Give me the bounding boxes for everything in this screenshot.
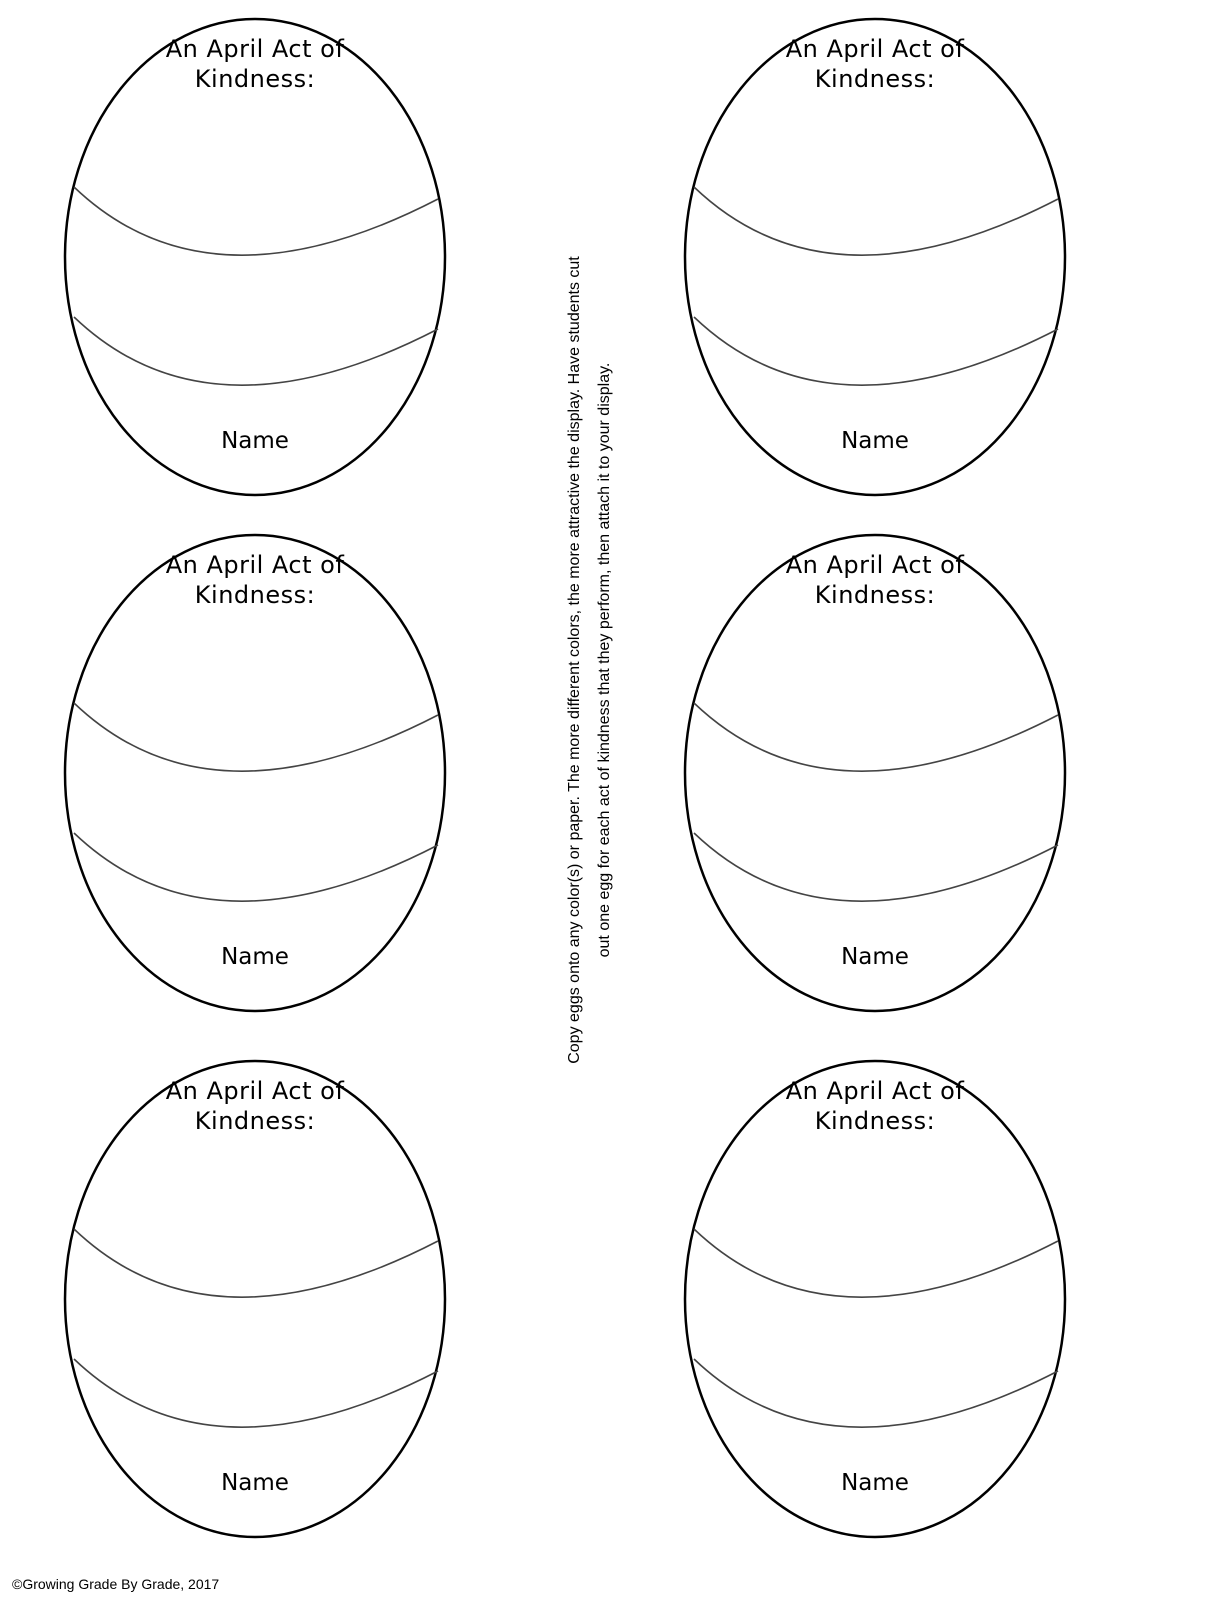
copyright-footer: ©Growing Grade By Grade, 2017 bbox=[12, 1576, 220, 1592]
egg-card bbox=[680, 533, 1070, 1013]
egg-title-line1: An April Act of bbox=[785, 551, 965, 579]
egg-card bbox=[680, 17, 1070, 497]
egg-title-line1: An April Act of bbox=[165, 35, 345, 63]
egg-title-line2: Kindness: bbox=[194, 581, 316, 609]
egg-title-line2: Kindness: bbox=[194, 1107, 316, 1135]
egg-title bbox=[750, 34, 1000, 94]
instructions-line2: out one egg for each act of kindness that they perform, then attach it to your display. bbox=[596, 362, 613, 958]
instructions-text bbox=[560, 170, 630, 1150]
egg-title-line2: Kindness: bbox=[194, 65, 316, 93]
egg-title bbox=[130, 550, 380, 610]
egg-title-line1: An April Act of bbox=[785, 1077, 965, 1105]
egg-card bbox=[60, 533, 450, 1013]
egg-card bbox=[60, 1059, 450, 1539]
egg-title-line2: Kindness: bbox=[814, 581, 936, 609]
egg-name-label: Name bbox=[841, 428, 909, 454]
egg-name-label: Name bbox=[221, 428, 289, 454]
egg-title-line1: An April Act of bbox=[165, 551, 345, 579]
egg-title-line1: An April Act of bbox=[785, 35, 965, 63]
egg-name-label: Name bbox=[221, 1470, 289, 1496]
egg-title-line2: Kindness: bbox=[814, 1107, 936, 1135]
egg-title bbox=[750, 1076, 1000, 1136]
egg-card bbox=[680, 1059, 1070, 1539]
egg-card bbox=[60, 17, 450, 497]
egg-title bbox=[130, 1076, 380, 1136]
egg-name-label: Name bbox=[221, 944, 289, 970]
egg-title bbox=[130, 34, 380, 94]
egg-name-label: Name bbox=[841, 944, 909, 970]
egg-title-line2: Kindness: bbox=[814, 65, 936, 93]
instructions-line1: Copy eggs onto any color(s) or paper. The more different colors, the more attractive the display. Have students cut bbox=[566, 256, 583, 1064]
egg-name-label: Name bbox=[841, 1470, 909, 1496]
egg-title-line1: An April Act of bbox=[165, 1077, 345, 1105]
egg-title bbox=[750, 550, 1000, 610]
